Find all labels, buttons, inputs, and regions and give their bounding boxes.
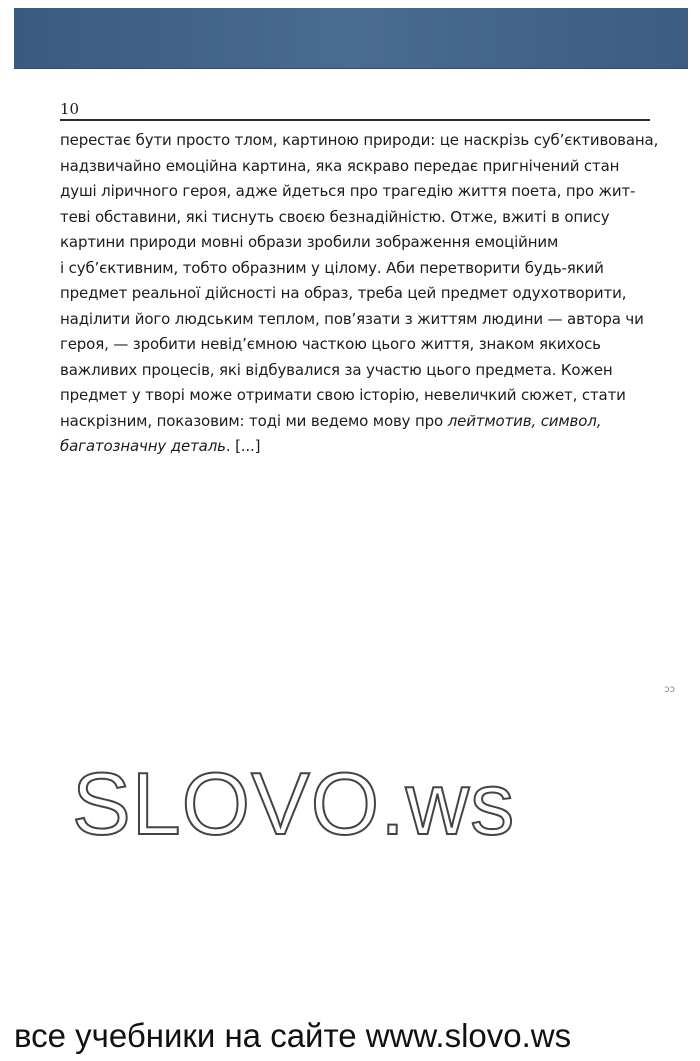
text-line: і суб’єктивним, тобто образним у цілому. Аби перетворити будь-який — [60, 258, 604, 277]
top-color-band — [14, 8, 688, 69]
text-line — [60, 409, 650, 435]
text-line: предмет реальної дійсності на образ, треба цей предмет одухотворити, — [60, 284, 627, 302]
watermark-logo: SLOVO.ws — [72, 754, 516, 853]
text-line — [60, 434, 650, 460]
text-line: важливих процесів, які відбувалися за участю цього предмета. Кожен — [60, 360, 613, 379]
text-line: наділити його людським теплом, пов’язати з життям людини — автора чи — [60, 309, 644, 328]
ellipsis-tail: . [...] — [225, 437, 261, 455]
scan-artifact-mark: ɔɔ — [664, 684, 675, 695]
footer-link-text[interactable]: все учебники на сайте www.slovo.ws — [14, 1017, 572, 1054]
text-line: душі ліричного героя, адже йдеться про трагедію життя поета, про жит- — [60, 182, 636, 200]
text-line: перестає бути просто тлом, картиною природи: це наскрізь суб’єктивована, — [60, 131, 659, 149]
text-line: надзвичайно емоційна картина, яка яскраво передає пригнічений стан — [60, 156, 620, 175]
page-number: 10 — [60, 100, 80, 118]
italic-terms: лейтмотив, символ, — [447, 411, 602, 430]
header-rule — [60, 119, 650, 121]
italic-term-detail: багатозначну деталь — [60, 437, 226, 455]
body-paragraph — [60, 128, 659, 460]
text-line: теві обставини, які тиснуть своєю безнадійністю. Отже, вжиті в опису — [60, 207, 610, 226]
text-line: героя, — зробити невід’ємною часткою цього життя, знаком якихось — [60, 335, 601, 353]
text-line-start: наскрізним, показовим: тоді ми ведемо мову про — [60, 411, 448, 430]
text-line: предмет у творі може отримати свою історію, невеличкий сюжет, стати — [60, 386, 626, 404]
text-line: картини природи мовні образи зробили зображення емоційним — [60, 233, 559, 251]
